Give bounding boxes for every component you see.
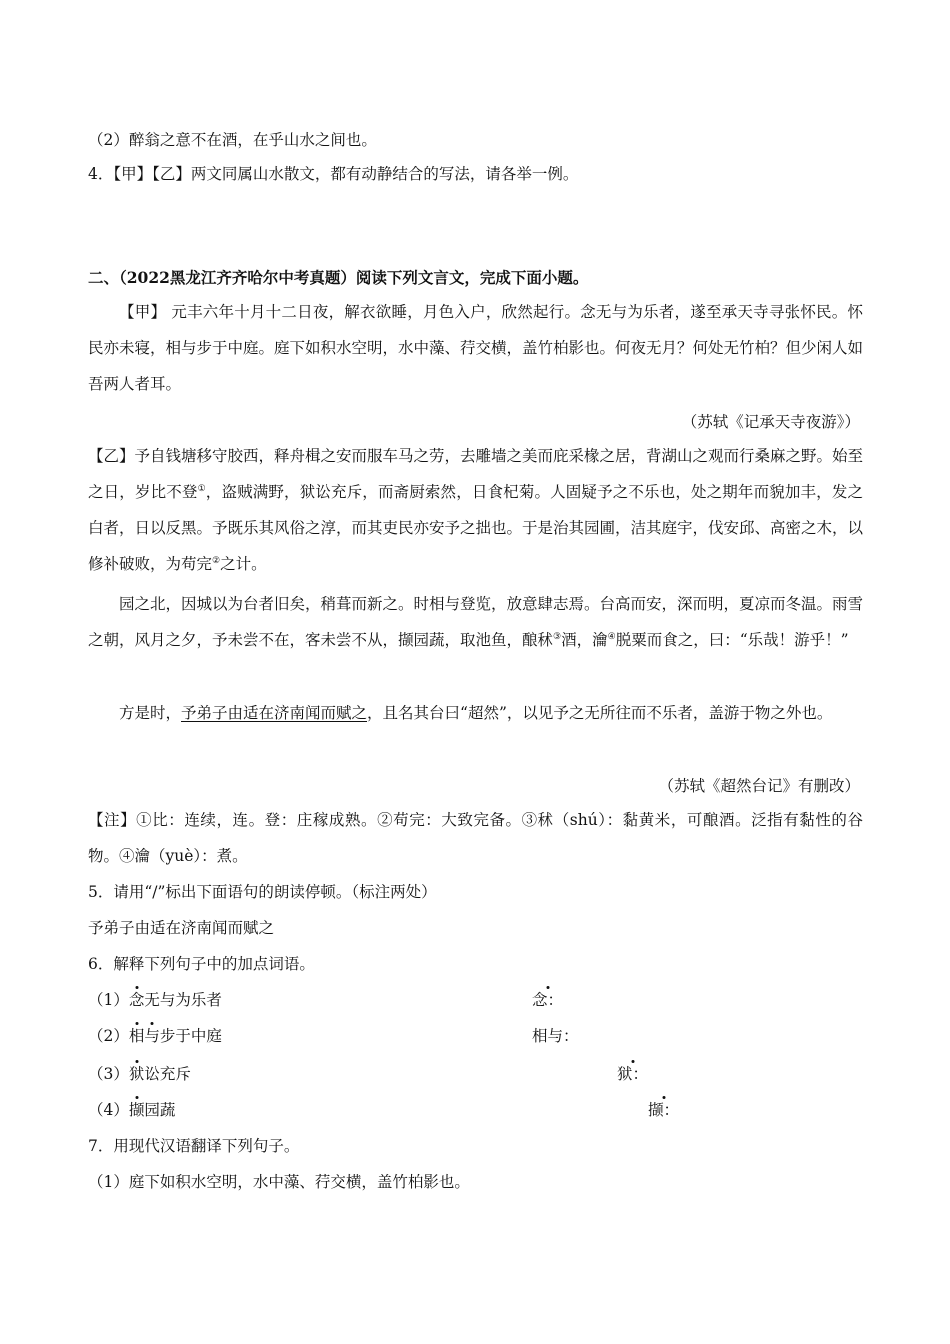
question-5-sentence: 予弟子由适在济南闻而赋之: [88, 919, 275, 937]
dotted-word: 念: [128, 991, 145, 1009]
footnote-marker: ①: [197, 483, 206, 494]
passage-yi-paragraph-2: [88, 586, 863, 658]
footnote-marker: ③: [553, 631, 562, 642]
passage-yi-text: 方是时，: [119, 704, 182, 722]
item-text: 步于中庭: [159, 1027, 222, 1045]
passage-yi-text: 【乙】予自钱塘移守胶西，释舟楫之安而服车马之劳，去雕墙之美而庇采椽之居，背湖山之观而行桑麻之野。始至之日，岁比不登: [88, 447, 864, 501]
question-6-prompt: 6．解释下列句子中的加点词语。: [88, 955, 315, 973]
answer-label-text: 念：: [532, 991, 564, 1009]
item-number: （2）: [88, 1027, 129, 1045]
item-text: 园蔬: [144, 1101, 176, 1119]
answer-label-text: 狱：: [617, 1065, 649, 1083]
question-6-item-2: [88, 1026, 222, 1046]
item-text: 无与为乐者: [144, 991, 222, 1009]
question-6-item-1: [88, 990, 222, 1010]
dotted-word: 与: [144, 1027, 160, 1045]
question-7-item-1: （1）庭下如积水空明，水中藻、荇交横，盖竹柏影也。: [88, 1173, 470, 1191]
passage-yi-text: 脱粟而食之，曰：“乐哉！游乎！”: [615, 631, 849, 649]
passage-yi-paragraph-3: [88, 695, 863, 731]
passage-jia: [88, 294, 863, 402]
answer-label-text: 撷：: [648, 1101, 680, 1119]
footnote-marker: ②: [212, 555, 221, 566]
passage-jia-text: 元丰六年十月十二日夜，解衣欲睡，月色入户，欣然起行。念无与为乐者，遂至承天寺寻张怀民。怀民亦未寝，相与步于中庭。庭下如积水空明，水中藻、荇交横，盖竹柏影也。何夜无月？何处无竹柏？但少闲人如吾两人者耳。: [88, 303, 864, 393]
footnote-marker: ④: [607, 631, 616, 642]
question-6-item-4: [88, 1100, 175, 1120]
passage-jia-tag: 【甲】: [119, 303, 167, 321]
item-number: （4）: [88, 1101, 129, 1119]
dotted-word: 撷: [128, 1101, 145, 1119]
item-number: （1）: [88, 991, 129, 1009]
passage-yi-source: （苏轼《超然台记》有删改）: [658, 777, 860, 795]
answer-label-2: 相与：: [532, 1027, 579, 1045]
item-number: （3）: [88, 1065, 129, 1083]
footnotes: 【注】①比：连续，连。登：庄稼成熟。②苟完：大致完备。③秫（shú）：黏黄米，可酿酒。泛指有黏性的谷物。④瀹（yuè）：煮。: [88, 811, 863, 865]
answer-label-1: [532, 990, 563, 1010]
item-text: 讼充斥: [144, 1065, 191, 1083]
question-4: 4．【甲】【乙】两文同属山水散文，都有动静结合的写法，请各举一例。: [88, 165, 579, 183]
underlined-sentence: 予弟子由适在济南闻而赋之: [181, 704, 368, 722]
passage-yi-text: 园之北，因城以为台者旧矣，稍葺而新之。时相与登览，放意肆志焉。台高而安，深而明，夏凉而冬温。雨雪之朝，风月之夕，予未尝不在，客未尝不从，撷园蔬，取池鱼，酿秫: [88, 595, 864, 649]
question-7-prompt: 7．用现代汉语翻译下列句子。: [88, 1137, 300, 1155]
dotted-word: 狱: [128, 1065, 145, 1083]
passage-yi-text: 之计。: [220, 555, 267, 573]
passage-yi-paragraph-1: [88, 438, 863, 582]
dotted-word: 相: [128, 1027, 145, 1045]
passage-yi-text: 酒，瀹: [561, 631, 608, 649]
passage-yi-text: ，盗贼满野，狱讼充斥，而斋厨索然，日食杞菊。人固疑予之不乐也，处之期年而貌加丰，发之白者，日以反黑。予既乐其风俗之淳，而其吏民亦安予之拙也。于是治其园圃，洁其庭宇，伐安邱、高密之木，以修补破败，为苟完: [88, 483, 864, 573]
answer-label-4: [648, 1100, 679, 1120]
question-3-item-2: （2）醉翁之意不在酒，在乎山水之间也。: [88, 131, 377, 149]
answer-label-3: [617, 1064, 648, 1084]
question-5-prompt: 5．请用“/”标出下面语句的朗读停顿。（标注两处）: [88, 883, 437, 901]
question-6-item-3: [88, 1064, 191, 1084]
passage-yi-text: ，且名其台曰“超然”，以见予之无所往而不乐者，盖游于物之外也。: [367, 704, 833, 722]
passage-jia-source: （苏轼《记承天寺夜游》）: [681, 413, 860, 431]
section-2-heading: 二、（2022黑龙江齐齐哈尔中考真题）阅读下列文言文，完成下面小题。: [88, 268, 589, 287]
